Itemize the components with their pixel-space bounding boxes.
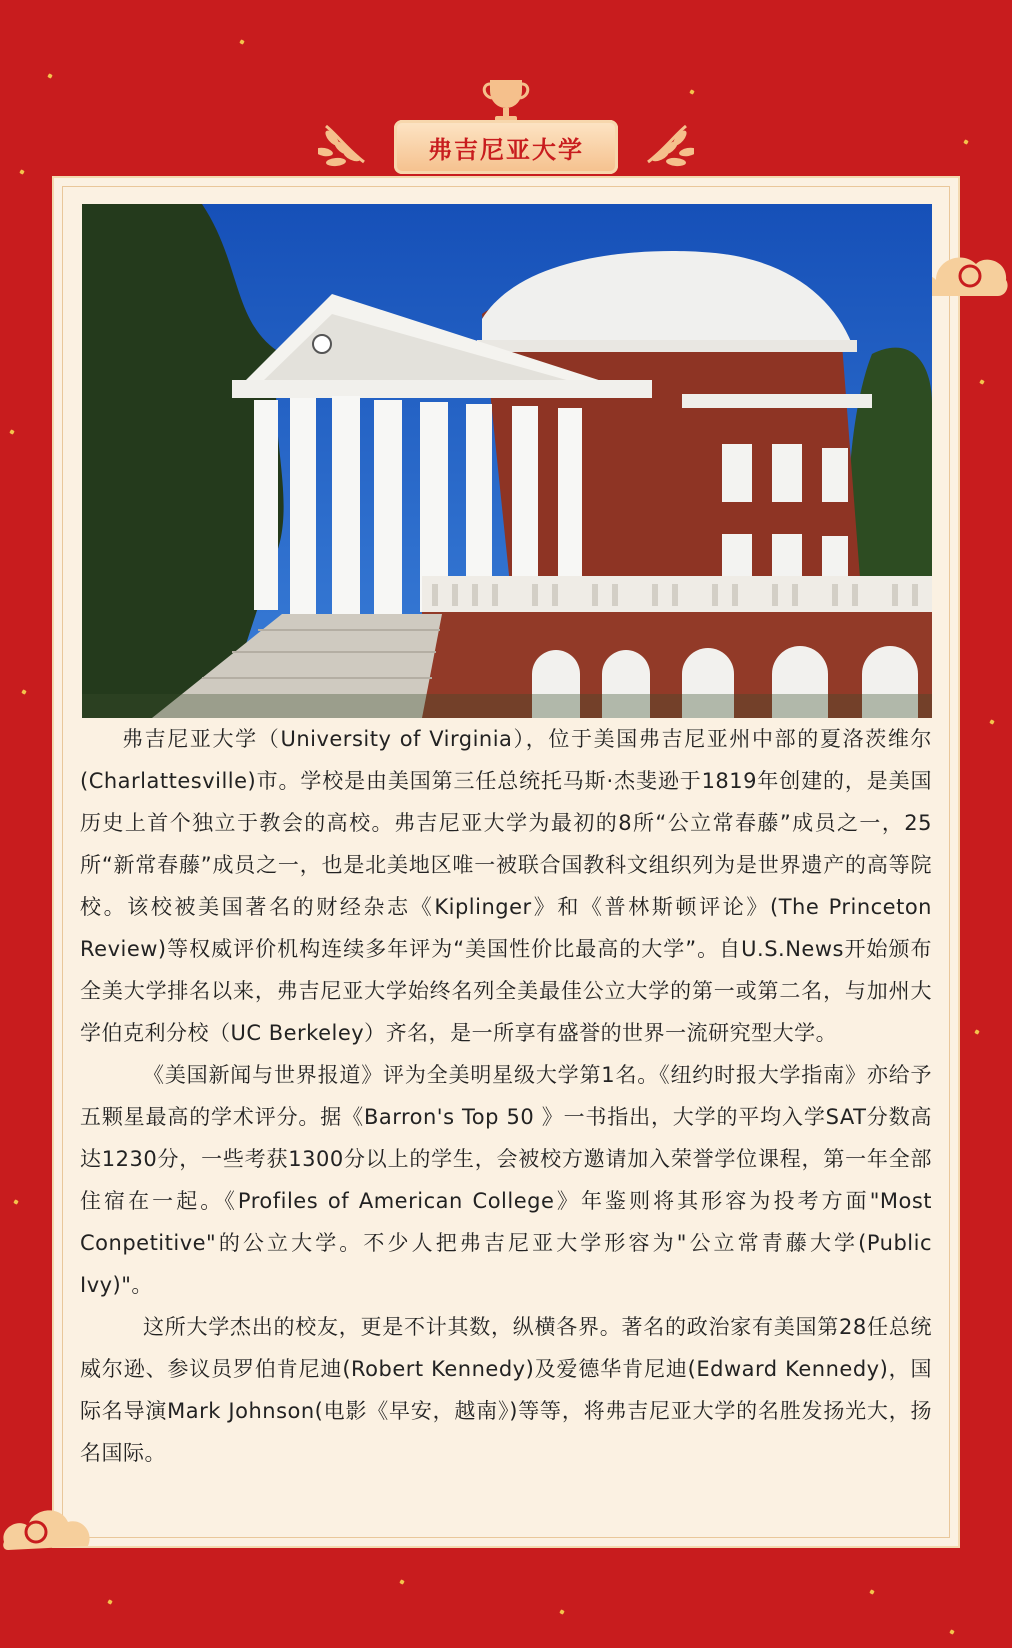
article-paragraph: 这所大学杰出的校友，更是不计其数，纵横各界。著名的政治家有美国第28任总统威尔逊、参议员罗伯肯尼迪(Robert Kennedy)及爱德华肯尼迪(Edward Kennedy)，国际名导演Mark Johnson(电影《早安，越南》)等等，将弗吉尼亚大学的名胜发扬光大，扬名国际。 (80, 1315, 932, 1465)
article-paragraph: 《美国新闻与世界报道》评为全美明星级大学第1名。《纽约时报大学指南》亦给予五颗星最高的学术评分。据《Barron's Top 50 》一书指出，大学的平均入学SAT分数高达1230分，一些考获1300分以上的学生，会被校方邀请加入荣誉学位课程，第一年全部住宿在一起。《Profiles of American College》年鉴则将其形容为投考方面"Most Conpetitive"的公立大学。不少人把弗吉尼亚大学形容为"公立常青藤大学(Public Ivy)"。 (80, 1063, 932, 1297)
laurel-right-icon (640, 122, 694, 170)
article-body (80, 718, 932, 1474)
article-paragraph: 弗吉尼亚大学（University of Virginia），位于美国弗吉尼亚州中部的夏洛茨维尔(Charlattesville)市。学校是由美国第三任总统托马斯·杰斐逊于1819年创建的，是美国历史上首个独立于教会的高校。弗吉尼亚大学为最初的8所“公立常春藤”成员之一，25所“新常春藤”成员之一，也是北美地区唯一被联合国教科文组织列为是世界遗产的高等院校。该校被美国著名的财经杂志《Kiplinger》和《普林斯顿评论》(The Princeton Review)等权威评价机构连续多年评为“美国性价比最高的大学”。自U.S.News开始颁布全美大学排名以来，弗吉尼亚大学始终名列全美最佳公立大学的第一或第二名，与加州大学伯克利分校（UC Berkeley）齐名，是一所享有盛誉的世界一流研究型大学。 (80, 727, 932, 1045)
trophy-icon (478, 76, 534, 124)
university-photo (82, 204, 932, 718)
page-title: 弗吉尼亚大学 (394, 120, 618, 174)
title-banner (0, 66, 1012, 176)
cloud-left-icon (0, 1492, 96, 1562)
rotunda-icon (82, 204, 932, 718)
laurel-left-icon (318, 122, 372, 170)
